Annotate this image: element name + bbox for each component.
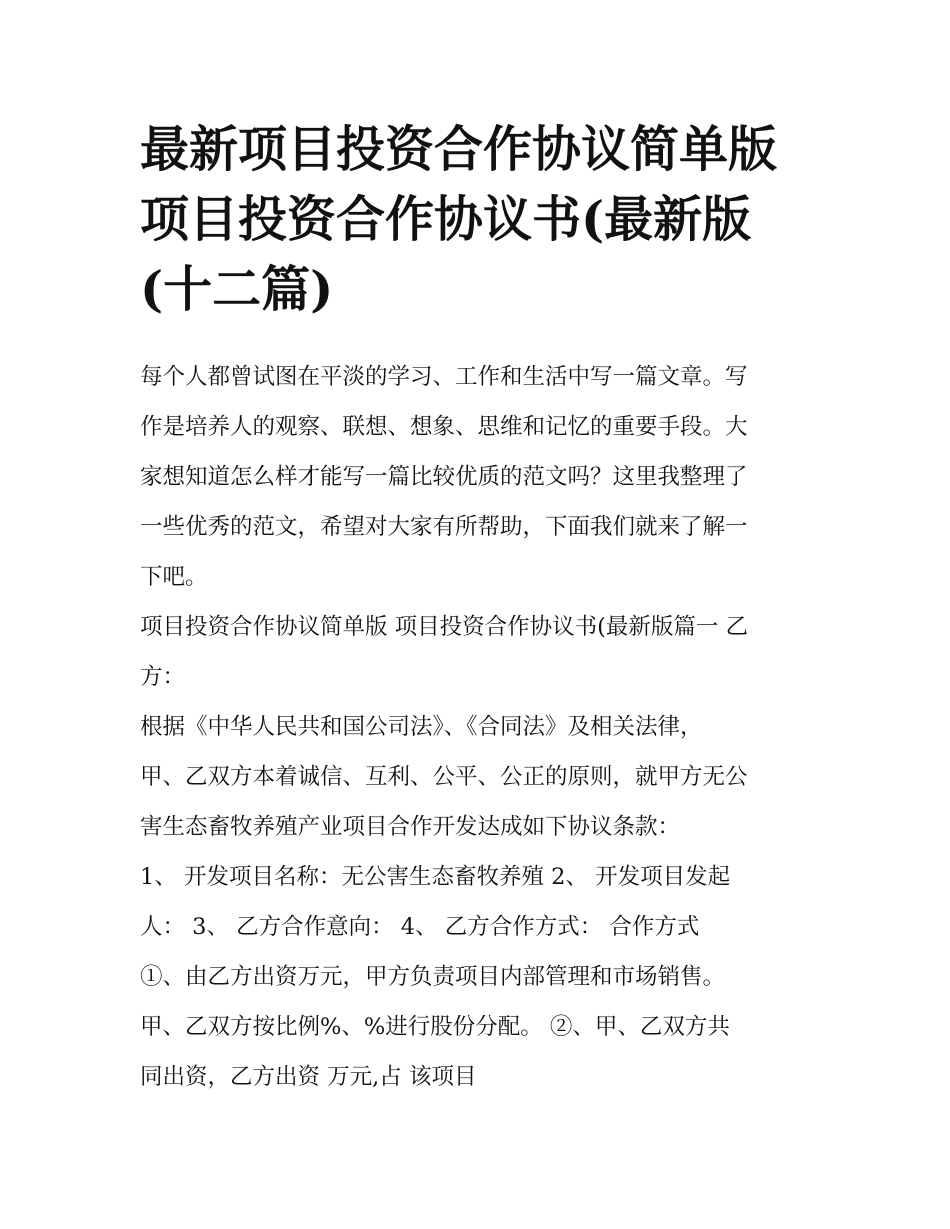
body-line: 下吧。 [140,564,208,590]
body-line: 方： [140,664,186,690]
body-line: 项目投资合作协议简单版 项目投资合作协议书(最新版篇一 乙 [140,614,749,640]
document-body [140,352,830,1102]
body-line: 一些优秀的范文，希望对大家有所帮助，下面我们就来了解一 [140,514,748,540]
body-line: 根据《中华人民共和国公司法》、《合同法》及相关法律， [140,714,703,740]
body-line: ①、由乙方出资万元，甲方负责项目内部管理和市场销售。 [140,964,726,990]
title-line-1: 最新项目投资合作协议简单版 [140,120,778,178]
body-line: 1、 开发项目名称：无公害生态畜牧养殖 2、 开发项目发起 [140,864,731,890]
document-title [140,114,820,324]
body-line: 甲、乙双方本着诚信、互利、公平、公正的原则，就甲方无公 [140,764,748,790]
body-line: 家想知道怎么样才能写一篇比较优质的范文吗？这里我整理了 [140,464,748,490]
body-line: 害生态畜牧养殖产业项目合作开发达成如下协议条款： [140,814,681,840]
title-line-2: 项目投资合作协议书(最新版 [140,190,752,248]
body-line: 作是培养人的观察、联想、想象、思维和记忆的重要手段。大 [140,414,748,440]
body-line: 每个人都曾试图在平淡的学习、工作和生活中写一篇文章。写 [140,364,748,390]
body-line: 同出资，乙方出资 万元,占 该项目 [140,1064,477,1090]
body-line: 甲、乙双方按比例%、%进行股份分配。 ②、甲、乙双方共 [140,1014,730,1040]
title-line-3: (十二篇) [140,260,334,318]
body-line: 人： 3、 乙方合作意向： 4、 乙方合作方式： 合作方式 [140,914,700,940]
